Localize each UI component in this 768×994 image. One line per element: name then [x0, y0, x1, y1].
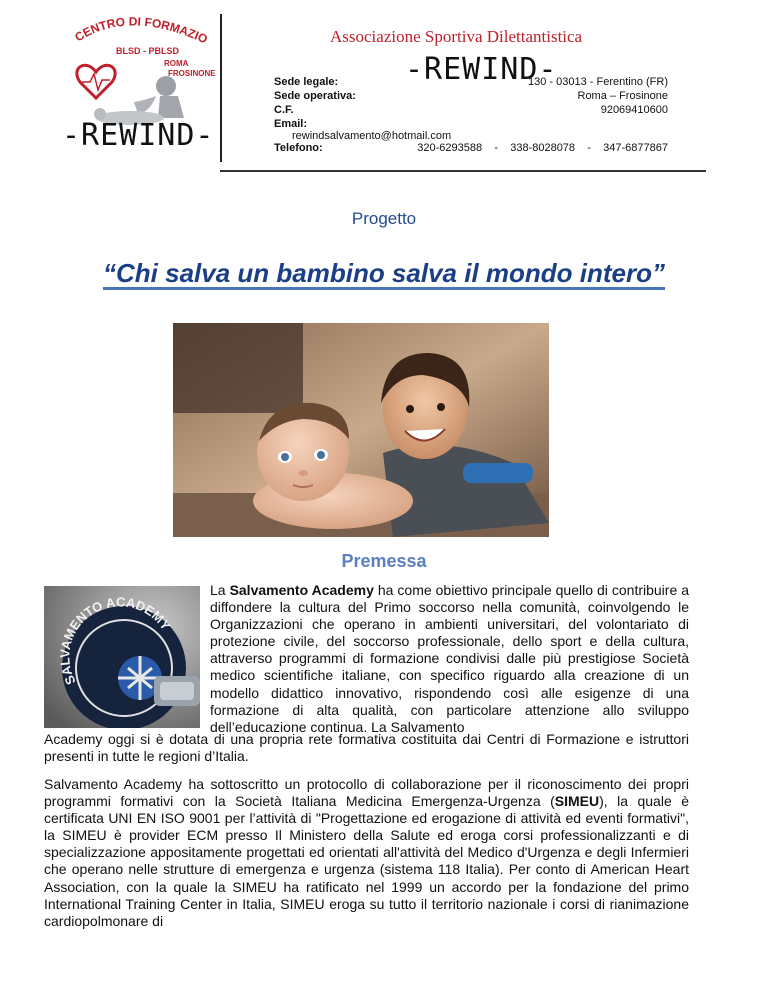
header-divider-vertical — [220, 14, 222, 162]
email-label: Email: — [274, 118, 308, 130]
cf-value: 92069410600 — [600, 104, 668, 116]
project-label: Progetto — [351, 209, 417, 228]
brand-title: -REWIND- — [405, 52, 558, 87]
sede-operativa-value: Roma – Frosinone — [577, 90, 668, 102]
telefono-label: Telefono: — [274, 142, 323, 154]
premessa-paragraph-1-continued: Academy oggi si è dotata di una propria rete formativa costituita dai Centri di Formazione e istruttori presenti in tutte le regioni d’Italia. — [44, 731, 689, 765]
rescuer-figure-icon — [156, 76, 176, 96]
association-name: Associazione Sportiva Dilettantistica — [330, 27, 583, 46]
badge-text: SALVAMENTO ACADEMY — [57, 594, 174, 688]
premessa-paragraph-1: La Salvamento Academy ha come obiettivo principale quello di contribuire a diffondere la cultura del Primo soccorso nella comunità, coinvolgendo le Organizzazioni che operano in ambienti universitari, del volontariato di protezione civile, del soccorso professionale, dello sport e della cultura, attraverso programmi di formazione condivisi dalle più prestigiose Società medico scientifiche italiane, con specifico riguardo alla creazione di un modello didattico innovativo, rispondendo così alle esigenze di una formazione di alta qualità, con particolare attenzione allo sviluppo dell’educazione continua. La Salvamento — [210, 582, 690, 735]
sede-legale-value: 130 - 03013 - Ferentino (FR) — [527, 76, 668, 88]
logo-line-1: BLSD - PBLSD — [116, 46, 179, 56]
sede-operativa-label: Sede operativa: — [274, 90, 356, 102]
sede-legale-label: Sede legale: — [274, 76, 339, 88]
logo-line-2: ROMA — [164, 59, 189, 68]
academy-badge-photo — [44, 586, 200, 728]
email-value[interactable]: rewindsalvamento@hotmail.com — [292, 130, 452, 142]
logo-brand-text: -REWIND- — [62, 118, 215, 153]
logo-ring-text: CENTRO DI FORMAZIO — [72, 14, 210, 47]
header-divider-horizontal — [220, 170, 706, 172]
section-heading-premessa: Premessa — [341, 551, 427, 571]
telefono-value: 320-6293588 - 338-8028078 - 347-6877867 — [417, 142, 668, 154]
premessa-paragraph-2: Salvamento Academy ha sottoscritto un protocollo di collaborazione per il riconoscimento dei propri programmi formativi con la Società Italiana Medicina Emergenza-Urgenza (SIMEU), la quale è certificata UNI EN ISO 9001 per l’attività di "Progettazione ed erogazione di attività ed eventi formativi", la SIMEU è provider ECM presso Il Ministero della Salute ed eroga corsi professionalizzanti e di specializzazione appositamente progettati ed orientati all'attività del Medico d'Urgenza e degli Infermieri che operano nelle strutture di emergenza e urgenza (sistema 118 Italia). Per conto di American Heart Association, con la quale la SIMEU ha ratificato nel 1999 un accordo per la fondazione del primo International Training Center in Italia, SIMEU eroga su tutto il territorio nazionale i corsi di rianimazione cardiopolmonare di — [44, 776, 689, 929]
logo-line-3: FROSINONE — [168, 69, 216, 78]
children-photo — [173, 323, 549, 537]
document-title: “Chi salva un bambino salva il mondo intero” — [103, 258, 665, 288]
cf-label: C.F. — [274, 104, 294, 116]
